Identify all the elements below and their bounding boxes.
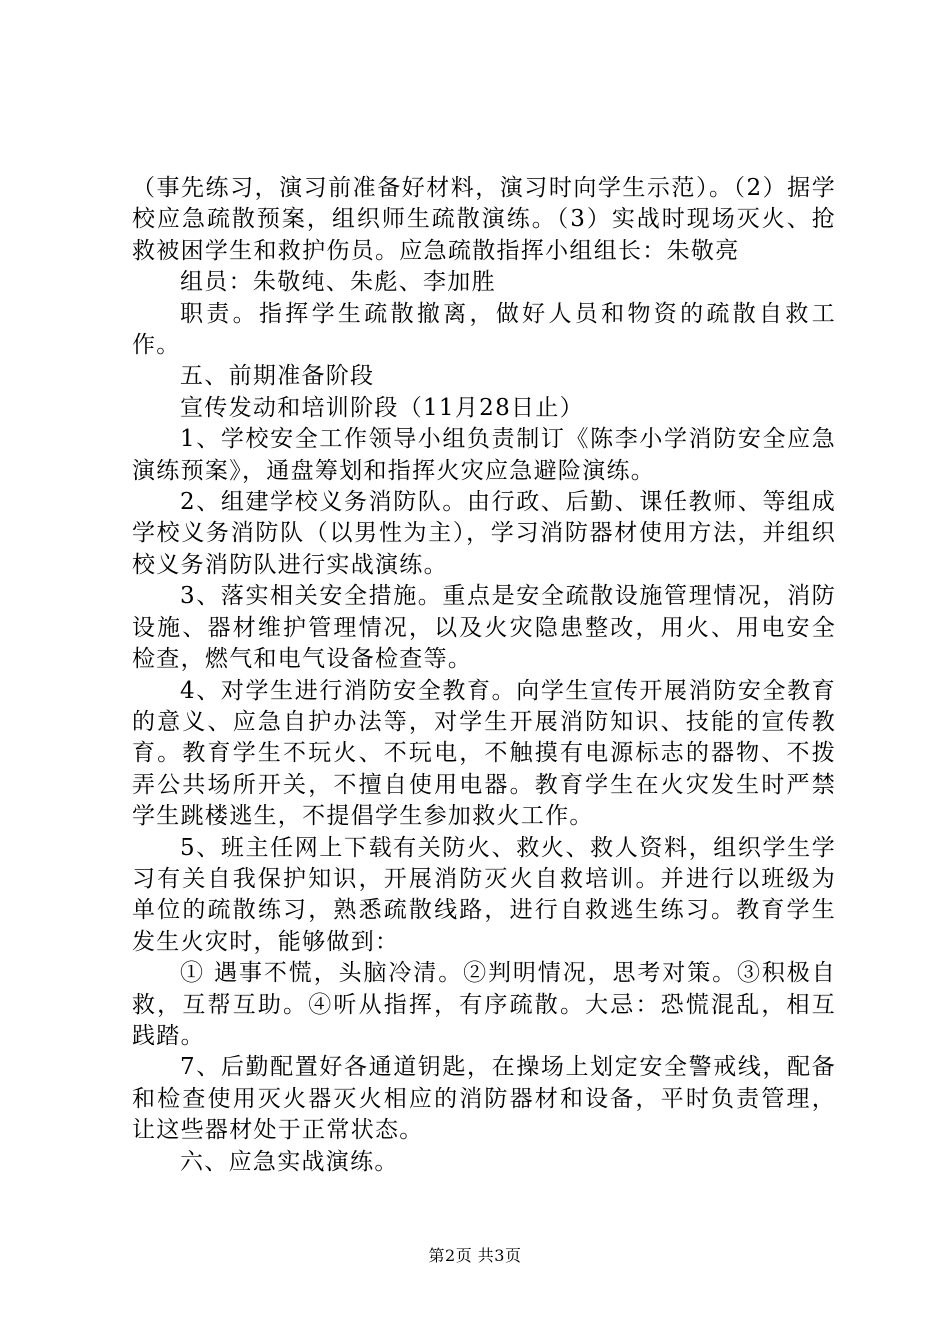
paragraph-item-1: 1、学校安全工作领导小组负责制订《陈李小学消防安全应急演练预案》，通盘筹划和指挥火灾应急避险演练。 — [132, 426, 836, 484]
paragraph-duties: 职责。指挥学生疏散撤离，做好人员和物资的疏散自救工作。 — [132, 300, 836, 359]
paragraph-publicity-stage: 宣传发动和培训阶段（11月28日止） — [180, 394, 584, 421]
document-body — [132, 173, 836, 1178]
paragraph-item-7: 7、后勤配置好各通道钥匙，在操场上划定安全警戒线，配备和检查使用灭火器灭火相应的消防器材和设备，平时负责管理，让这些器材处于正常状态。 — [132, 1054, 836, 1144]
paragraph-members: 组员：朱敬纯、朱彪、李加胜 — [180, 269, 496, 296]
paragraph-item-3: 3、落实相关安全措施。重点是安全疏散设施管理情况，消防设施、器材维护管理情况，以及火灾隐患整改，用火、用电安全检查，燃气和电气设备检查等。 — [132, 583, 836, 673]
section-heading-drill: 六、应急实战演练。 — [180, 1148, 399, 1175]
paragraph-drill-tasks: （事先练习，演习前准备好材料，演习时向学生示范）。（2）据学校应急疏散预案，组织师生疏散演练。（3）实战时现场灭火、抢救被困学生和救护伤员。应急疏散指挥小组组长：朱敬亮 — [132, 175, 836, 264]
paragraph-item-2: 2、组建学校义务消防队。由行政、后勤、课任教师、等组成学校义务消防队（以男性为主），学习消防器材使用方法，并组织校义务消防队进行实战演练。 — [132, 489, 836, 578]
paragraph-item-4: 4、对学生进行消防安全教育。向学生宣传开展消防安全教育的意义、应急自护办法等，对学生开展消防知识、技能的宣传教育。教育学生不玩火、不玩电，不触摸有电源标志的器物、不拨弄公共场所开关，不擅自使用电器。教育学生在火灾发生时严禁学生跳楼逃生，不提倡学生参加救火工作。 — [132, 677, 836, 830]
page-number: 第2页 共3页 — [428, 1246, 522, 1265]
paragraph-guidelines: ① 遇事不慌，头脑冷清。②判明情况，思考对策。③积极自救，互帮互助。④听从指挥，有序疏散。大忌：恐慌混乱，相互践踏。 — [132, 960, 836, 1049]
page-footer — [0, 1243, 950, 1266]
section-heading-preparation: 五、前期准备阶段 — [180, 363, 375, 390]
paragraph-item-5: 5、班主任网上下载有关防火、救火、救人资料，组织学生学习有关自我保护知识，开展消防灭火自救培训。并进行以班级为单位的疏散练习，熟悉疏散线路，进行自救逃生练习。教育学生发生火灾时，能够做到： — [132, 834, 836, 955]
